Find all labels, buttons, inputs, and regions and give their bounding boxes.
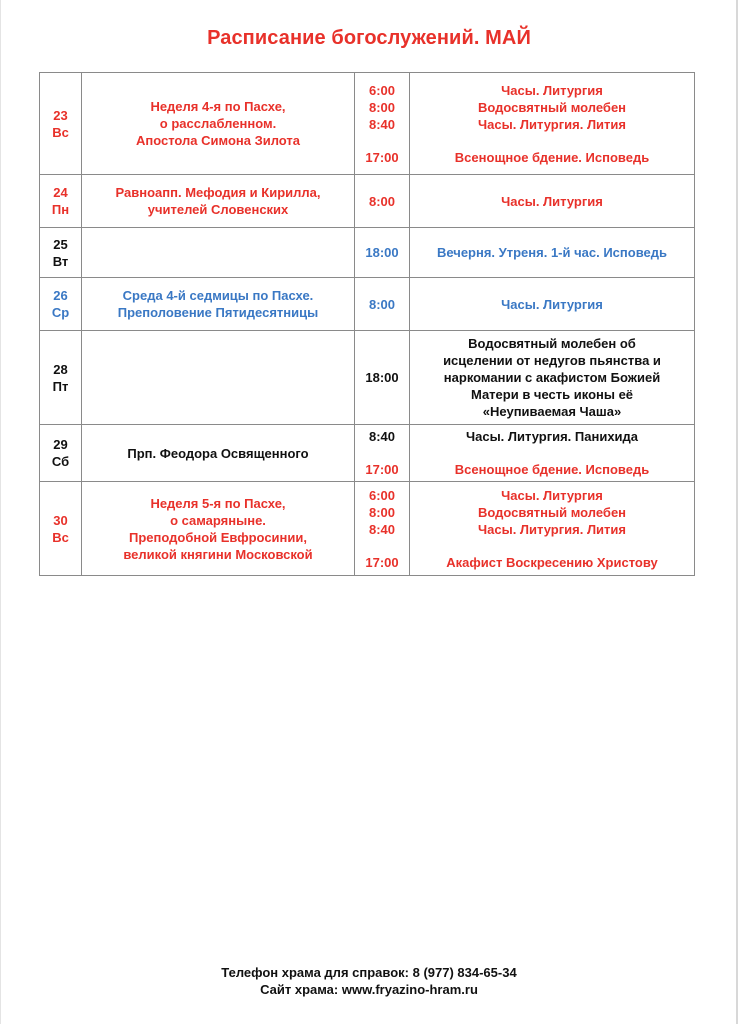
footer-phone: Телефон храма для справок: 8 (977) 834-65-34 bbox=[221, 965, 517, 980]
service-name: Часы. Литургия bbox=[501, 82, 603, 98]
time-cell bbox=[355, 482, 410, 576]
service-time: 17:00 bbox=[365, 462, 399, 477]
day-number: 25 bbox=[53, 236, 68, 252]
service-name: Водосвятный молебен bbox=[477, 504, 627, 520]
service-name: Часы. Литургия. Лития bbox=[478, 521, 626, 537]
feast-line: Среда 4-й седмицы по Пасхе. bbox=[122, 288, 314, 303]
day-number: 29 bbox=[53, 437, 68, 452]
service-name: Часы. Литургия bbox=[501, 487, 603, 503]
service-name: Часы. Литургия. Лития bbox=[478, 116, 626, 132]
date-cell bbox=[40, 228, 82, 278]
service-name: Часы. Литургия bbox=[501, 296, 603, 312]
service-time: 8:40 bbox=[368, 116, 396, 132]
service-time: 6:00 bbox=[368, 82, 396, 98]
feast-cell bbox=[82, 73, 355, 175]
service-name: Часы. Литургия bbox=[501, 193, 603, 209]
day-number: 28 bbox=[53, 361, 68, 377]
feast-line: Неделя 5-я по Пасхе, bbox=[150, 495, 286, 511]
schedule-row bbox=[40, 425, 695, 482]
service-time: 17:00 bbox=[365, 149, 399, 165]
service-time: 8:00 bbox=[368, 296, 396, 312]
page-title: Расписание богослужений. МАЙ bbox=[207, 27, 531, 49]
feast-cell bbox=[82, 228, 355, 278]
service-cell bbox=[410, 425, 695, 482]
schedule-row bbox=[40, 331, 695, 425]
service-cell bbox=[410, 73, 695, 175]
service-name: Всенощное бдение. Исповедь bbox=[454, 462, 650, 477]
service-name-line: Матери в честь иконы её bbox=[470, 387, 634, 402]
schedule-table bbox=[39, 72, 695, 576]
footer-website: Сайт храма: www.fryazino-hram.ru bbox=[260, 982, 478, 997]
feast-cell bbox=[82, 175, 355, 228]
time-cell bbox=[355, 228, 410, 278]
feast-cell bbox=[82, 331, 355, 425]
service-name-line: наркомании с акафистом Божией bbox=[443, 370, 661, 385]
service-name: Всенощное бдение. Исповедь bbox=[454, 149, 650, 165]
date-cell bbox=[40, 425, 82, 482]
service-time: 8:40 bbox=[368, 521, 396, 537]
day-number: 24 bbox=[53, 185, 68, 200]
service-time: 8:00 bbox=[368, 193, 396, 209]
time-cell bbox=[355, 175, 410, 228]
weekday: Вс bbox=[52, 124, 69, 140]
service-cell bbox=[410, 228, 695, 278]
date-cell bbox=[40, 331, 82, 425]
time-cell bbox=[355, 278, 410, 331]
service-name-line: «Неупиваемая Чаша» bbox=[482, 404, 622, 419]
service-time: 6:00 bbox=[368, 487, 396, 503]
feast-line: о самаряныне. bbox=[170, 512, 266, 528]
feast-cell bbox=[82, 482, 355, 576]
weekday: Пн bbox=[51, 202, 70, 217]
service-cell bbox=[410, 331, 695, 425]
date-cell bbox=[40, 175, 82, 228]
service-time: 8:00 bbox=[368, 504, 396, 520]
service-time: 8:00 bbox=[368, 99, 396, 115]
service-cell bbox=[410, 278, 695, 331]
date-cell bbox=[40, 278, 82, 331]
feast-line: Неделя 4-я по Пасхе, bbox=[150, 99, 286, 114]
feast-line: Прп. Феодора Освященного bbox=[127, 445, 309, 461]
date-cell bbox=[40, 73, 82, 175]
day-number: 30 bbox=[53, 512, 68, 528]
schedule-row bbox=[40, 175, 695, 228]
service-time: 18:00 bbox=[365, 370, 399, 385]
weekday: Пт bbox=[52, 378, 69, 394]
schedule-row bbox=[40, 228, 695, 278]
day-number: 26 bbox=[53, 288, 68, 303]
feast-line: о расслабленном. bbox=[159, 116, 277, 131]
service-name: Водосвятный молебен bbox=[477, 99, 627, 115]
service-name: Акафист Воскресению Христову bbox=[446, 554, 658, 570]
time-cell bbox=[355, 331, 410, 425]
time-cell bbox=[355, 425, 410, 482]
service-cell bbox=[410, 482, 695, 576]
date-cell bbox=[40, 482, 82, 576]
feast-line: учителей Словенских bbox=[147, 202, 289, 217]
service-time: 18:00 bbox=[365, 245, 399, 260]
feast-line: Преполовение Пятидесятницы bbox=[117, 305, 319, 320]
service-name-line: исцелении от недугов пьянства и bbox=[443, 353, 661, 368]
feast-line: Преподобной Евфросинии, bbox=[128, 529, 307, 545]
weekday: Сб bbox=[51, 454, 70, 469]
service-cell bbox=[410, 175, 695, 228]
weekday: Вт bbox=[52, 253, 69, 269]
time-cell bbox=[355, 73, 410, 175]
schedule-row bbox=[40, 482, 695, 576]
service-time: 17:00 bbox=[365, 554, 399, 570]
service-name: Вечерня. Утреня. 1-й час. Исповедь bbox=[436, 245, 667, 260]
schedule-row bbox=[40, 278, 695, 331]
feast-cell bbox=[82, 425, 355, 482]
feast-cell bbox=[82, 278, 355, 331]
weekday: Ср bbox=[51, 305, 70, 320]
feast-line: Апостола Симона Зилота bbox=[135, 133, 301, 148]
feast-line: Равноапп. Мефодия и Кирилла, bbox=[115, 185, 321, 200]
schedule-row bbox=[40, 73, 695, 175]
weekday: Вс bbox=[52, 529, 69, 545]
day-number: 23 bbox=[53, 107, 68, 123]
page-left-edge bbox=[0, 0, 1, 1024]
service-name: Часы. Литургия. Панихида bbox=[465, 429, 639, 444]
service-time: 8:40 bbox=[368, 429, 396, 444]
service-name-line: Водосвятный молебен об bbox=[468, 336, 636, 351]
feast-line: великой княгини Московской bbox=[123, 546, 313, 562]
